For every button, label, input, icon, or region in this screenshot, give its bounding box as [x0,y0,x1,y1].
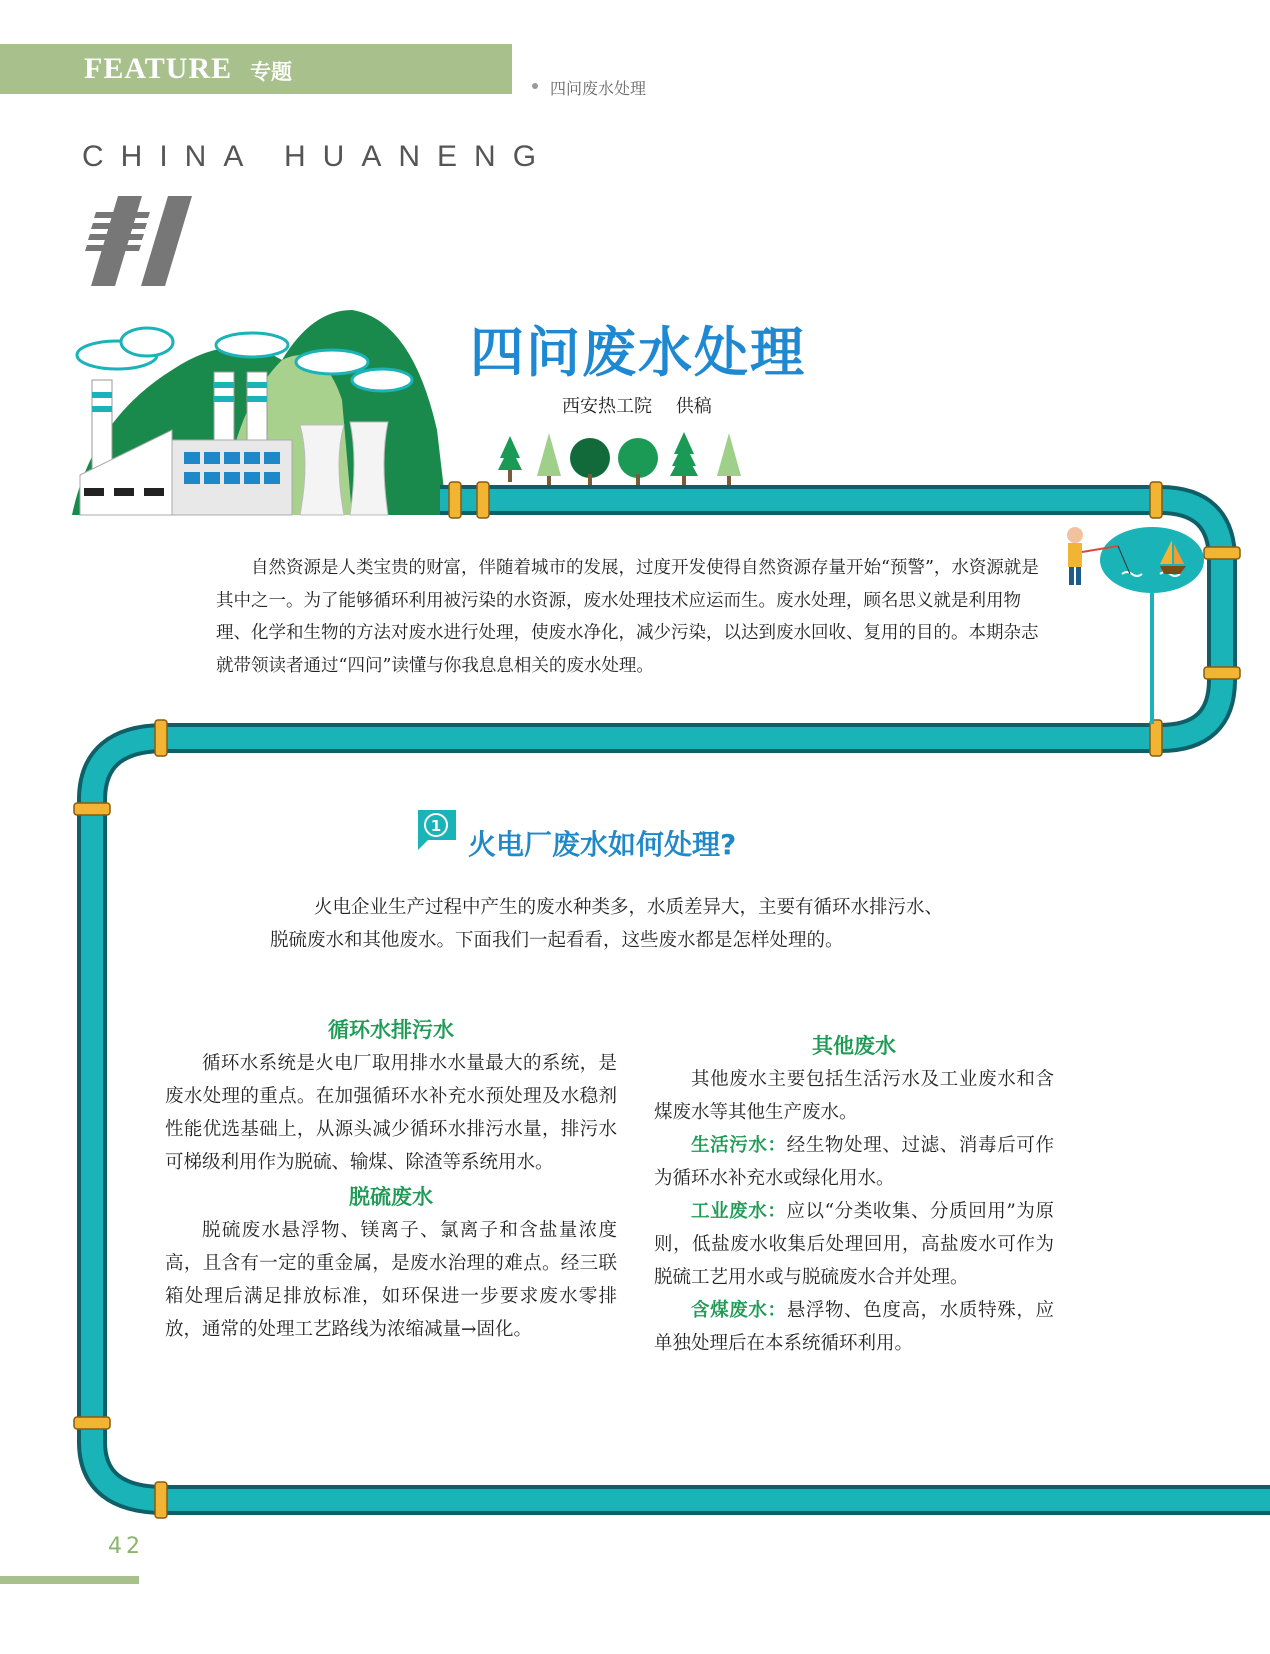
section-title-circulating-water: 循环水排污水 [328,1018,454,1042]
question-heading: 火电厂废水如何处理? [468,828,737,861]
section-text-desulfurization: 脱硫废水悬浮物、镁离子、氯离子和含盐量浓度高，且含有一定的重金属，是废水治理的难点。经三联箱处理后满足排放标准，如环保进一步要求废水零排放，通常的处理工艺路线为浓缩减量→固化。 [165,1220,617,1340]
question-number-icon [414,806,460,852]
section-title-other-wastewater: 其他废水 [812,1034,896,1058]
item-industrial-wastewater-label: 工业废水： [691,1201,787,1222]
item-coal-wastewater [654,1294,1054,1360]
section-title-desulfurization: 脱硫废水 [349,1185,433,1209]
intro-paragraph: 自然资源是人类宝贵的财富，伴随着城市的发展，过度开发使得自然资源存量开始“预警”，水资源就是其中之一。为了能够循环利用被污染的水资源，废水处理技术应运而生。废水处理，顾名思义就是利用物理、化学和生物的方法对废水进行处理，使废水净化，减少污染，以达到废水回收、复用的目的。本期杂志就带领读者通过“四问”读懂与你我息息相关的废水处理。 [216,558,1039,676]
right-column [654,1030,1054,1360]
item-domestic-sewage-text: 经生物处理、过滤、消毒后可作为循环水补充水或绿化用水。 [654,1135,1054,1189]
item-industrial-wastewater-text: 应以“分类收集、分质回用”为原则，低盐废水收集后处理回用，高盐废水可作为脱硫工艺用水或与脱硫废水合并处理。 [654,1201,1054,1288]
question-lead-line-1: 火电企业生产过程中产生的废水种类多，水质差异大，主要有循环水排污水、 [314,897,944,918]
question-lead-line-2: 脱硫废水和其他废水。下面我们一起看看，这些废水都是怎样处理的。 [270,930,844,951]
article-byline: 西安热工院 供稿 [562,396,712,417]
brand-wordmark: CHINA HUANENG [82,140,554,173]
item-domestic-sewage [654,1129,1054,1195]
feature-label-cn: 专题 [250,59,292,84]
breadcrumb: 四问废水处理 [550,79,647,98]
footer-bar [0,1576,139,1584]
item-domestic-sewage-label: 生活污水： [691,1135,787,1156]
question-lead [270,891,1010,957]
item-coal-wastewater-text: 悬浮物、色度高，水质特殊，应单独处理后在本系统循环利用。 [654,1300,1054,1354]
feature-label: FEATURE [84,52,233,85]
svg-text:1: 1 [430,817,442,835]
left-column [165,1014,617,1346]
section-text-circulating-water: 循环水系统是火电厂取用排水水量最大的系统，是废水处理的重点。在加强循环水补充水预处理及水稳剂性能优选基础上，从源头减少循环水排污水量，排污水可梯级利用作为脱硫、输煤、除渣等系统用水。 [165,1053,617,1173]
page-number: 42 [108,1534,144,1559]
item-coal-wastewater-label: 含煤废水： [691,1300,787,1321]
item-industrial-wastewater [654,1195,1054,1294]
article-title: 四问废水处理 [470,321,806,384]
section-text-other-wastewater: 其他废水主要包括生活污水及工业废水和含煤废水等其他生产废水。 [654,1069,1054,1123]
